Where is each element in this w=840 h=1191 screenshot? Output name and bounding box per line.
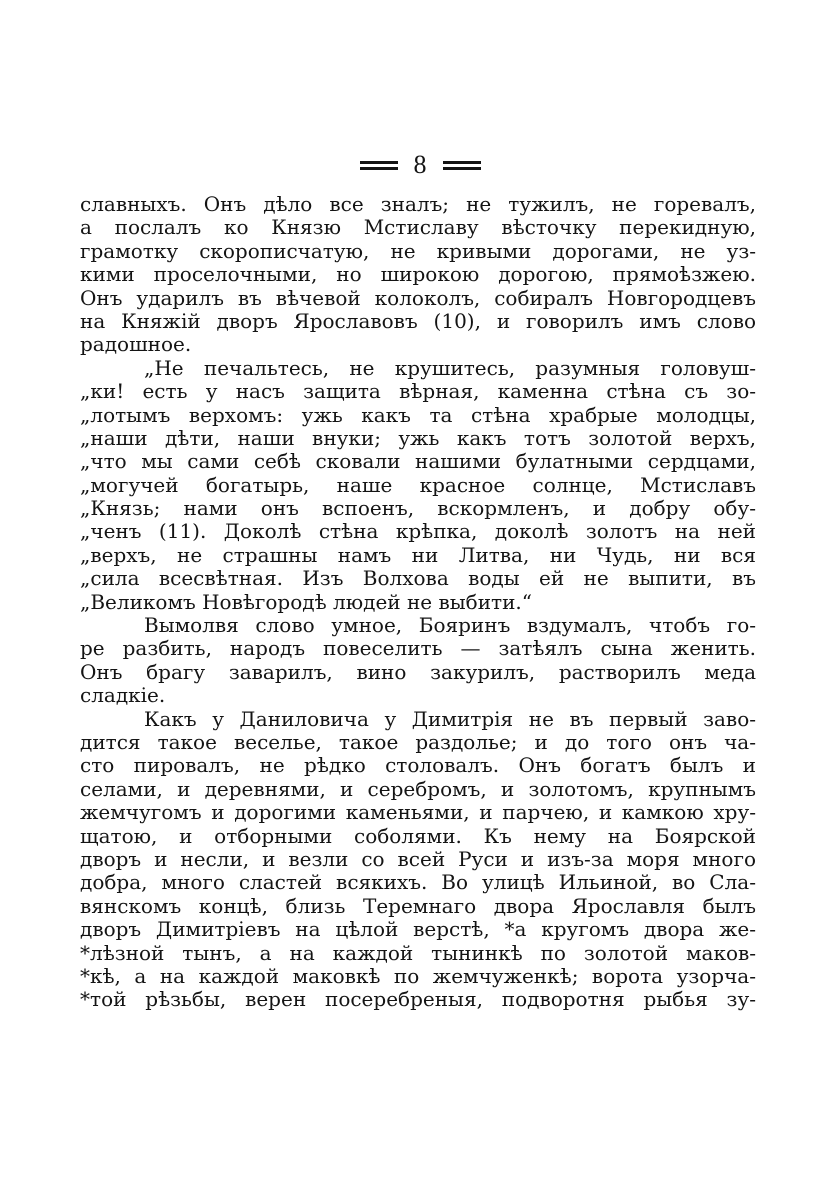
text-line: „ки! есть у насъ защита вѣрная, каменна стѣна съ зо- xyxy=(80,380,756,404)
page-number: 8 xyxy=(413,150,427,179)
text-line: Вымолвя слово умное, Бояринъ вздумалъ, чтобъ го- xyxy=(144,614,756,638)
text-line: „что мы сами себѣ сковали нашими булатными сердцами, xyxy=(80,450,756,474)
text-line: на Княжій дворъ Ярославовъ (10), и говорилъ имъ слово xyxy=(80,309,756,333)
text-line: „могучей богатырь, наше красное солнце, Мстиславъ xyxy=(80,473,756,497)
body-text xyxy=(80,193,756,1012)
text-line: „наши дѣти, наши внуки; ужь какъ тотъ золотой верхъ, xyxy=(80,426,756,450)
text-line: жемчугомъ и дорогими каменьями, и парчею, и камкою хру- xyxy=(80,801,756,825)
text-line: радошное. xyxy=(80,333,192,357)
text-line: Онъ ударилъ въ вѣчевой колоколъ, собиралъ Новгородцевъ xyxy=(80,286,756,310)
text-line: грамотку скорописчатую, не кривыми дорогами, не уз- xyxy=(80,239,756,263)
text-line: „сила всесвѣтная. Изъ Волхова воды ей не выпити, въ xyxy=(80,567,756,591)
text-line: селами, и деревнями, и серебромъ, и золотомъ, крупнымъ xyxy=(80,777,756,801)
text-line: а послалъ ко Князю Мстиславу вѣсточку перекидную, xyxy=(80,216,756,240)
text-line: ре разбить, народъ повеселить — затѣялъ сына женить. xyxy=(80,637,756,661)
right-decorative-rule xyxy=(443,161,481,170)
text-line: щатою, и отборными соболями. Къ нему на Боярской xyxy=(80,824,756,848)
text-line: „ченъ (11). Доколѣ стѣна крѣпка, доколѣ золотъ на ней xyxy=(80,520,756,544)
left-decorative-rule xyxy=(360,161,398,170)
page-header xyxy=(0,150,840,180)
text-line: Онъ брагу заварилъ, вино закурилъ, растворилъ меда xyxy=(80,660,756,684)
text-line: вянскомъ концѣ, близь Теремнаго двора Ярославля былъ xyxy=(80,894,756,918)
text-line: „Великомъ Новѣгородѣ людей не выбити.“ xyxy=(80,590,533,614)
text-line: *лѣзной тынъ, а на каждой тынинкѣ по золотой маков- xyxy=(80,941,756,965)
text-line: дворъ и несли, и везли со всей Руси и изъ-за моря много xyxy=(80,847,756,871)
text-line: кими проселочными, но широкою дорогою, прямоѣзжею. xyxy=(80,263,756,287)
text-line: „лотымъ верхомъ: ужь какъ та стѣна храбрые молодцы, xyxy=(80,403,756,427)
text-line: сладкіе. xyxy=(80,684,166,708)
text-line: Какъ у Даниловича у Димитрія не въ первый заво- xyxy=(144,707,756,731)
text-line: *кѣ, а на каждой маковкѣ по жемчуженкѣ; ворота узорча- xyxy=(80,964,756,988)
text-line: сто пировалъ, не рѣдко столовалъ. Онъ богатъ былъ и xyxy=(80,754,756,778)
text-line: „Не печальтесь, не крушитесь, разумныя головуш- xyxy=(144,356,756,380)
text-line: дворъ Димитріевъ на цѣлой верстѣ, *а кругомъ двора же- xyxy=(80,918,756,942)
text-line: добра, много сластей всякихъ. Во улицѣ Ильиной, во Сла- xyxy=(80,871,756,895)
text-line: дится такое веселье, такое раздолье; и до того онъ ча- xyxy=(80,730,756,754)
text-line: *той рѣзьбы, верен посеребреныя, подворотня рыбья зу- xyxy=(80,988,756,1012)
text-line: славныхъ. Онъ дѣло все зналъ; не тужилъ, не горевалъ, xyxy=(80,193,756,216)
text-line: „верхъ, не страшны намъ ни Литва, ни Чудь, ни вся xyxy=(80,543,756,567)
text-line: „Князь; нами онъ вспоенъ, вскормленъ, и добру обу- xyxy=(80,497,756,521)
